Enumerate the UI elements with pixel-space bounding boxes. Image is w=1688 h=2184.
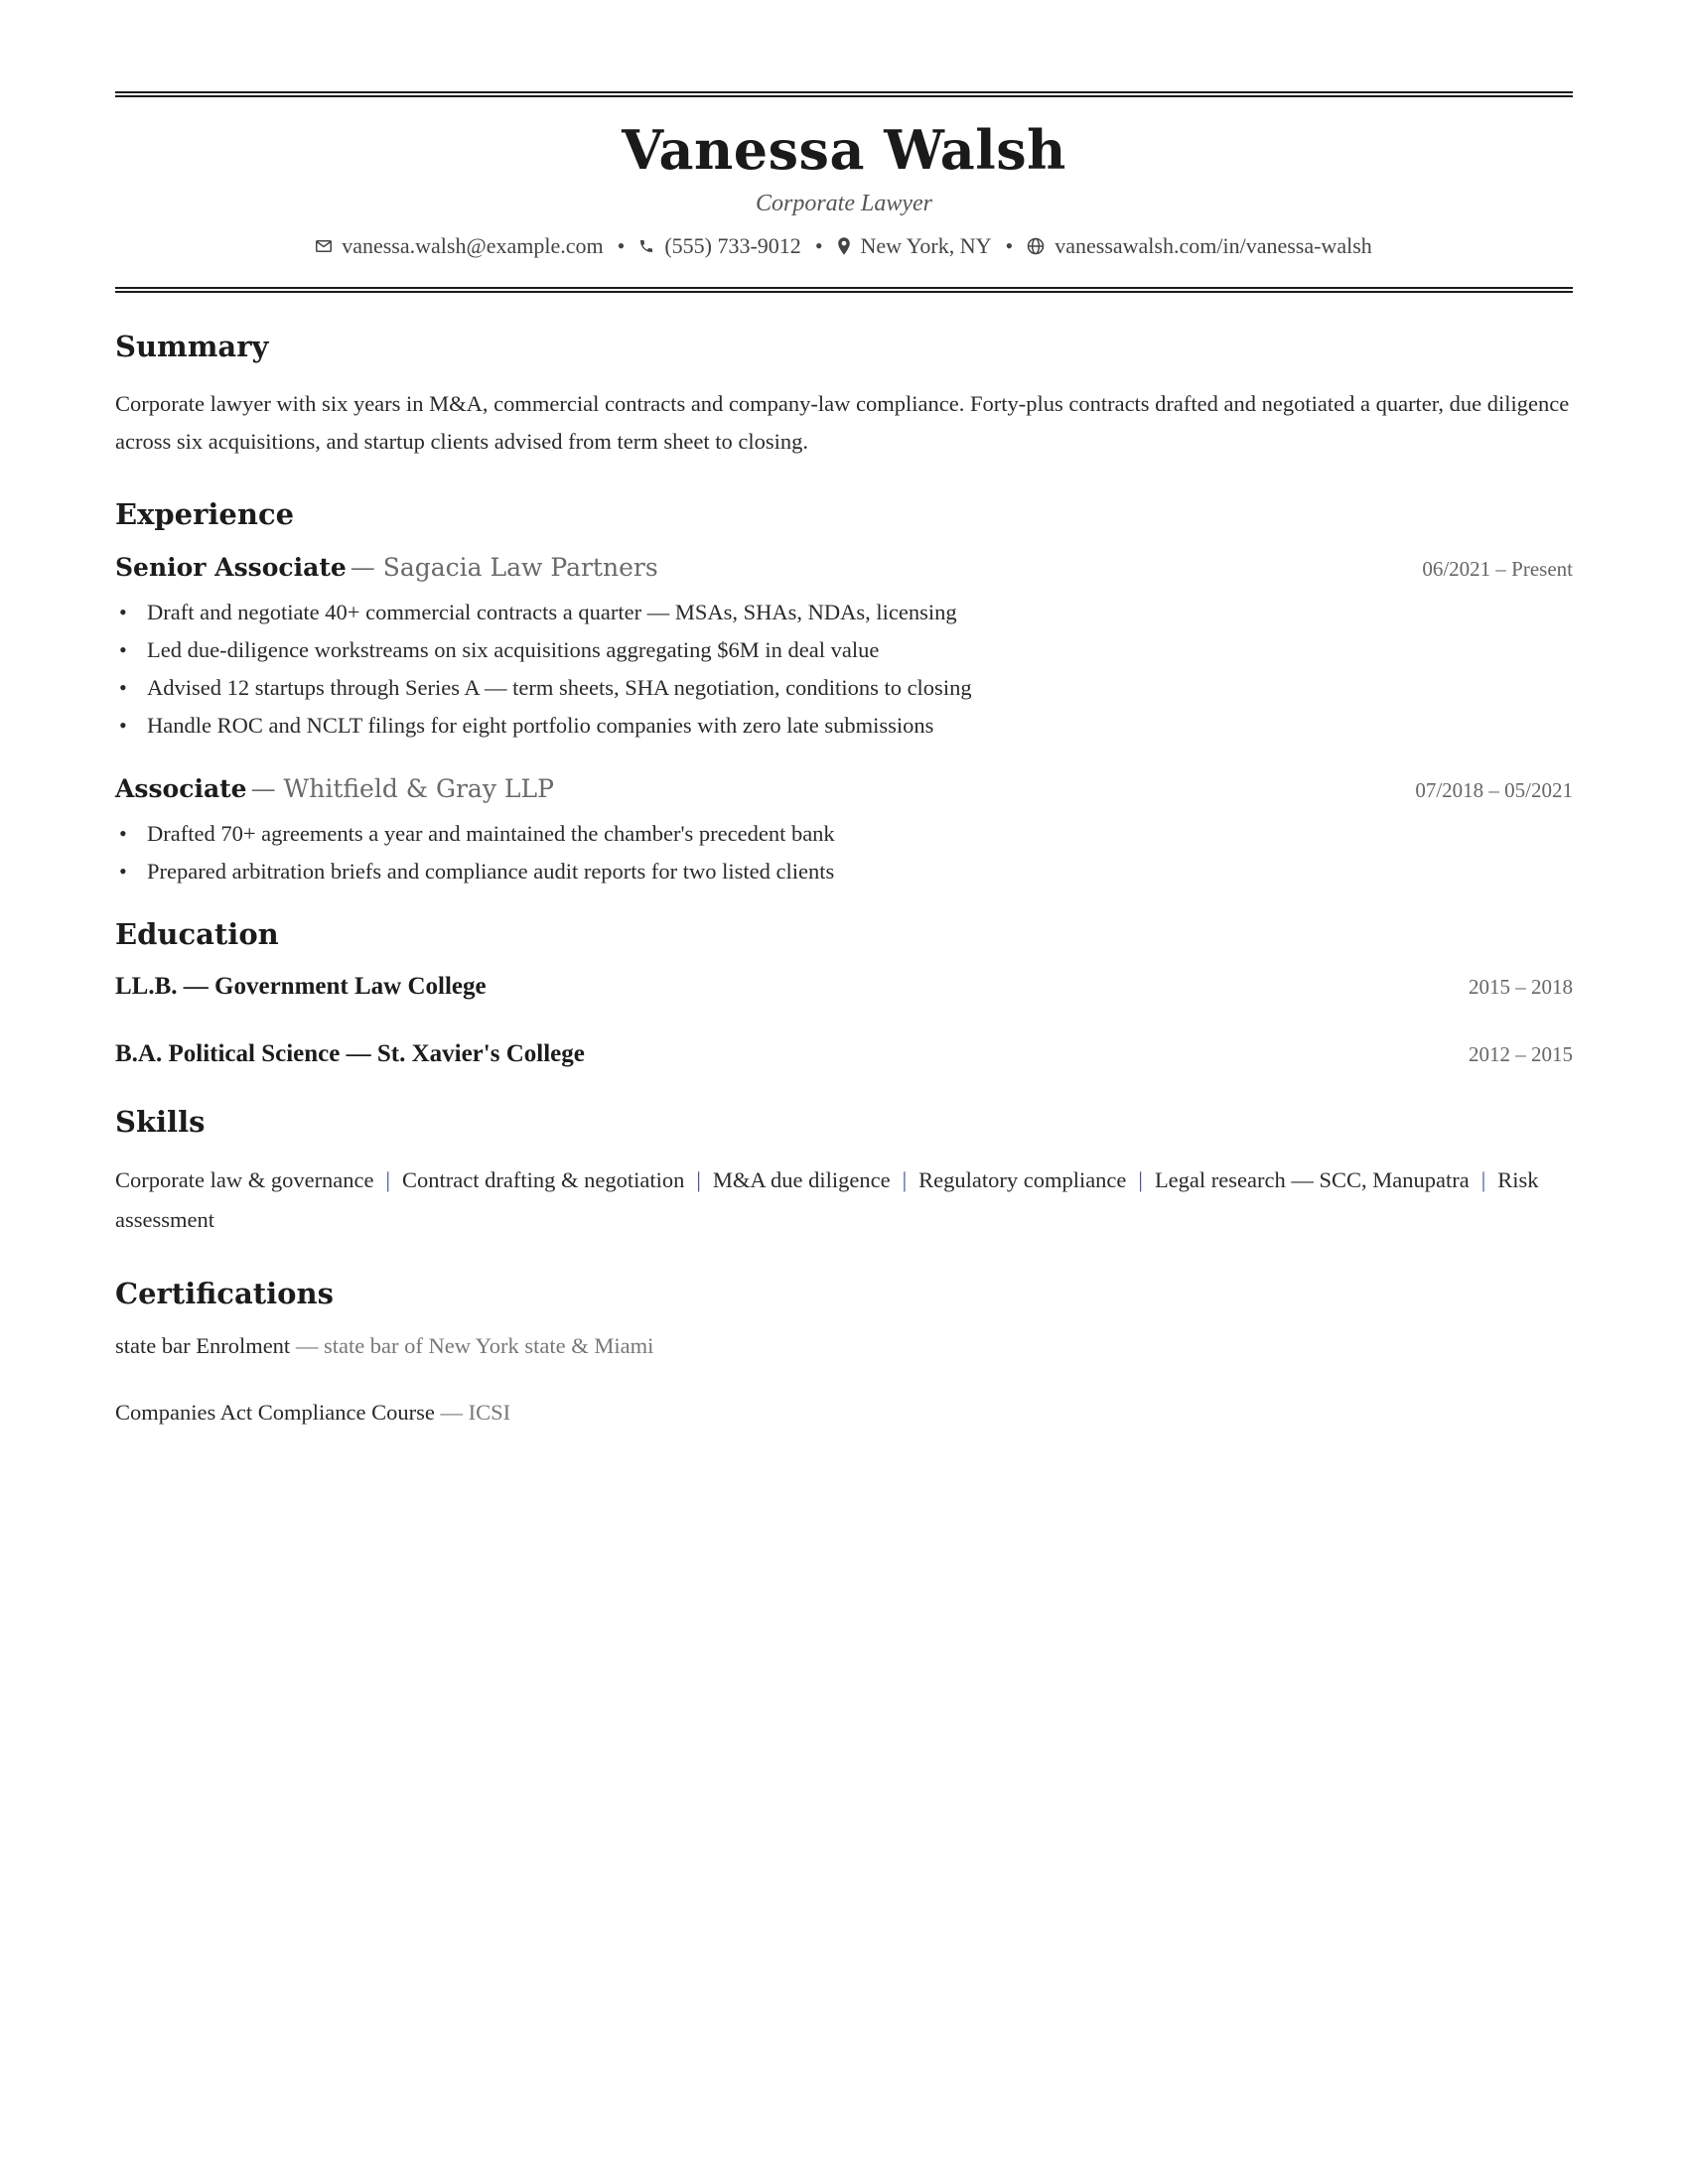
skill-separator: | bbox=[1480, 1167, 1486, 1192]
skill-separator: | bbox=[696, 1167, 701, 1192]
education-entry bbox=[115, 1040, 1573, 1068]
summary-section bbox=[115, 330, 1573, 461]
job-role: Associate bbox=[115, 774, 247, 803]
job-role: Senior Associate bbox=[115, 553, 347, 582]
contact-separator: • bbox=[814, 233, 823, 258]
section-heading-experience: Experience bbox=[115, 497, 295, 531]
contact-location bbox=[837, 233, 992, 259]
contact-email[interactable] bbox=[316, 233, 603, 259]
skill-separator: | bbox=[902, 1167, 908, 1192]
job-company: — Whitfield & Gray LLP bbox=[250, 774, 554, 803]
contact-website[interactable] bbox=[1027, 233, 1372, 259]
contact-phone[interactable] bbox=[638, 233, 800, 259]
certification-issuer: — state bar of New York state & Miami bbox=[295, 1333, 654, 1358]
contact-line bbox=[115, 233, 1573, 259]
mail-icon bbox=[316, 240, 332, 252]
job-dates: 07/2018 – 05/2021 bbox=[1415, 778, 1573, 802]
globe-icon bbox=[1027, 237, 1045, 255]
bullet-item: • Prepared arbitration briefs and compliance audit reports for two listed clients bbox=[115, 853, 1573, 890]
bullet-item: • Handle ROC and NCLT filings for eight portfolio companies with zero late submissions bbox=[115, 707, 1573, 745]
certification-name: state bar Enrolment bbox=[115, 1333, 291, 1358]
resume-page bbox=[115, 91, 1573, 1465]
degree-title: B.A. Political Science — St. Xavier's College bbox=[115, 1040, 585, 1067]
skill-item: Risk assessment bbox=[115, 1167, 1539, 1232]
bullet-item: • Led due-diligence workstreams on six acquisitions aggregating $6M in deal value bbox=[115, 631, 1573, 669]
skill-separator: | bbox=[1138, 1167, 1143, 1192]
location-text: New York, NY bbox=[860, 233, 992, 258]
certification-entry bbox=[115, 1332, 1573, 1359]
job-bullets bbox=[115, 815, 1573, 890]
section-heading-summary: Summary bbox=[115, 330, 269, 363]
candidate-name: Vanessa Walsh bbox=[622, 118, 1066, 182]
contact-separator: • bbox=[1005, 233, 1014, 258]
certifications-section bbox=[115, 1277, 1573, 1426]
certification-issuer: — ICSI bbox=[440, 1400, 511, 1425]
phone-text: (555) 733-9012 bbox=[664, 233, 801, 258]
skill-item: Corporate law & governance bbox=[115, 1167, 374, 1192]
email-text: vanessa.walsh@example.com bbox=[342, 233, 604, 258]
resume-header bbox=[115, 118, 1573, 259]
top-double-rule bbox=[115, 91, 1573, 97]
skill-item: Legal research — SCC, Manupatra bbox=[1154, 1167, 1470, 1192]
degree-title: LL.B. — Government Law College bbox=[115, 973, 487, 1000]
certification-entry bbox=[115, 1399, 1573, 1426]
section-heading-skills: Skills bbox=[115, 1105, 206, 1139]
education-dates: 2015 – 2018 bbox=[1469, 975, 1573, 999]
experience-section bbox=[115, 497, 1573, 890]
job-bullets bbox=[115, 594, 1573, 745]
job-company: — Sagacia Law Partners bbox=[350, 553, 658, 582]
skills-list bbox=[115, 1160, 1573, 1240]
skill-item: M&A due diligence bbox=[712, 1167, 891, 1192]
job-dates: 06/2021 – Present bbox=[1422, 557, 1573, 581]
education-dates: 2012 – 2015 bbox=[1469, 1042, 1573, 1066]
skill-item: Contract drafting & negotiation bbox=[402, 1167, 685, 1192]
experience-entry bbox=[115, 553, 1573, 745]
website-link: vanessawalsh.com/in/vanessa-walsh bbox=[1055, 233, 1372, 258]
skill-item: Regulatory compliance bbox=[918, 1167, 1127, 1192]
bullet-item: • Advised 12 startups through Series A — term sheets, SHA negotiation, conditions to closing bbox=[115, 669, 1573, 707]
education-section bbox=[115, 917, 1573, 1068]
contact-separator: • bbox=[617, 233, 626, 258]
skill-separator: | bbox=[385, 1167, 391, 1192]
location-pin-icon bbox=[837, 237, 851, 255]
education-entry bbox=[115, 973, 1573, 1001]
experience-entry bbox=[115, 774, 1573, 890]
bullet-item: • Draft and negotiate 40+ commercial contracts a quarter — MSAs, SHAs, NDAs, licensing bbox=[115, 594, 1573, 631]
certification-name: Companies Act Compliance Course bbox=[115, 1400, 435, 1425]
bullet-item: • Drafted 70+ agreements a year and maintained the chamber's precedent bank bbox=[115, 815, 1573, 853]
section-heading-certifications: Certifications bbox=[115, 1277, 334, 1310]
bottom-double-rule bbox=[115, 287, 1573, 293]
skills-section bbox=[115, 1105, 1573, 1240]
phone-icon bbox=[638, 238, 654, 254]
summary-text: Corporate lawyer with six years in M&A, commercial contracts and company-law compliance. Forty-plus contracts drafted and negotiated a quarter, due diligence across six acquisitions, and startup clients advised from term sheet to closing. bbox=[115, 391, 1570, 454]
job-title: Corporate Lawyer bbox=[755, 191, 932, 216]
section-heading-education: Education bbox=[115, 917, 279, 951]
